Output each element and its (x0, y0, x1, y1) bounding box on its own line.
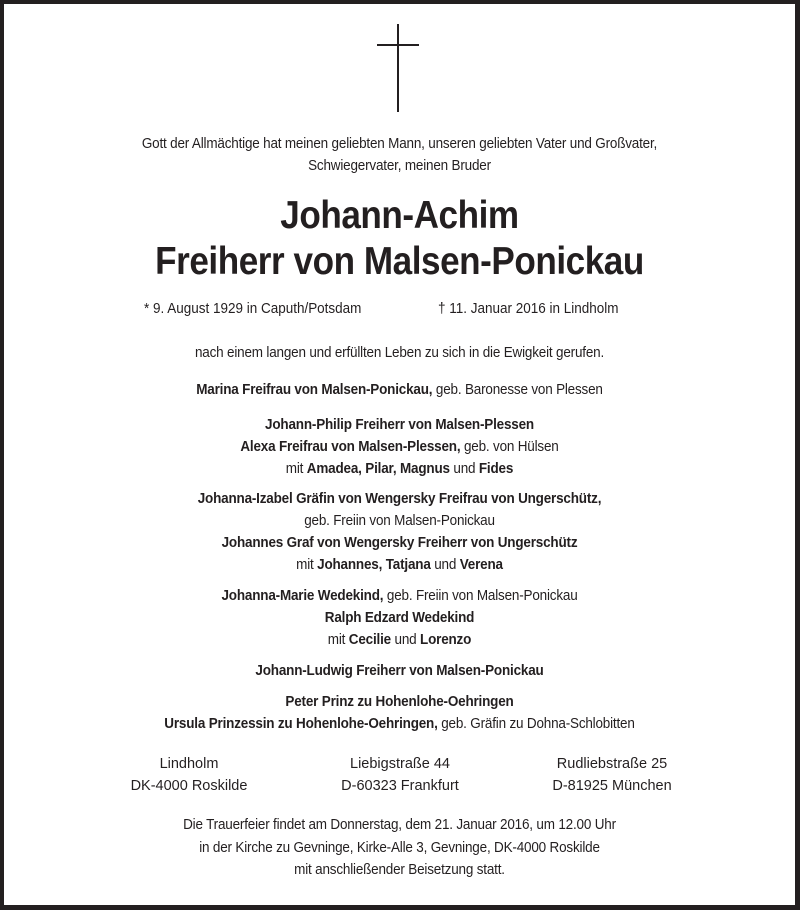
address-line-2: D-81925 München (552, 778, 672, 794)
intro-line-2: Schwiegervater, meinen Bruder (308, 158, 491, 174)
death-date: † 11. Januar 2016 in Lindholm (438, 301, 619, 317)
family5-spouse-name: Ursula Prinzessin zu Hohenlohe-Oehringen, (164, 716, 438, 732)
family5-spouse-note: geb. Gräfin zu Dohna-Schlobitten (437, 716, 635, 732)
address-lindholm (99, 753, 279, 797)
address-line-2: DK-4000 Roskilde (130, 778, 248, 794)
family3-line-1 (32, 588, 768, 604)
obituary-notice (4, 4, 795, 905)
children-prefix: mit (296, 557, 318, 573)
funeral-line-3: mit anschließender Beisetzung statt. (294, 862, 505, 878)
family2-line-3: Johannes Graf von Wengersky Freiherr von Ungerschütz (221, 535, 578, 551)
family4-line-1: Johann-Ludwig Freiherr von Malsen-Ponickau (255, 663, 544, 679)
child-name: Amadea, (306, 461, 362, 477)
address-line-1: Lindholm (159, 756, 219, 772)
family1-spouse-name: Alexa Freifrau von Malsen-Plessen, (240, 439, 461, 455)
family3-note: geb. Freiin von Malsen-Ponickau (383, 588, 578, 604)
address-line-1: Rudliebstraße 25 (556, 756, 668, 772)
message-line: nach einem langen und erfüllten Leben zu sich in die Ewigkeit gerufen. (194, 345, 605, 361)
cross-horizontal-bar (377, 44, 419, 46)
address-line-2: D-60323 Frankfurt (341, 778, 459, 794)
family5-line-2 (32, 716, 768, 732)
widow-note: geb. Baronesse von Plessen (432, 382, 603, 398)
children-prefix: mit (285, 461, 307, 477)
birth-date: * 9. August 1929 in Caputh/Potsdam (144, 301, 362, 317)
family3-children (32, 632, 768, 648)
child-name: Pilar, (365, 461, 397, 477)
family2-children (32, 557, 768, 573)
family1-children (32, 461, 768, 477)
children-join: und (449, 461, 479, 477)
mourner-widow (32, 382, 768, 398)
child-name: Verena (459, 557, 503, 573)
children-prefix: mit (327, 632, 349, 648)
family3-line-2: Ralph Edzard Wedekind (324, 610, 475, 626)
life-dates (4, 301, 795, 321)
intro-line-1: Gott der Allmächtige hat meinen geliebten Mann, unseren geliebten Vater und Großvater, (141, 136, 658, 152)
child-name: Magnus (399, 461, 450, 477)
child-name: Fides (478, 461, 514, 477)
cross-icon (4, 4, 800, 134)
family1-line-1: Johann-Philip Freiherr von Malsen-Plessen (265, 417, 534, 433)
child-name: Tatjana (385, 557, 431, 573)
family1-line-2 (32, 439, 768, 455)
widow-name: Marina Freifrau von Malsen-Ponickau, (196, 382, 433, 398)
child-name: Lorenzo (420, 632, 472, 648)
children-join: und (430, 557, 460, 573)
children-join: und (390, 632, 421, 648)
child-name: Johannes, (317, 557, 383, 573)
family2-line-1: Johanna-Izabel Gräfin von Wengersky Freifrau von Ungerschütz, (197, 491, 602, 507)
address-frankfurt (310, 753, 490, 797)
funeral-line-1: Die Trauerfeier findet am Donnerstag, dem 21. Januar 2016, um 12.00 Uhr (183, 817, 616, 833)
family3-name: Johanna-Marie Wedekind, (221, 588, 384, 604)
child-name: Cecilie (348, 632, 391, 648)
deceased-name-line-2: Freiherr von Malsen-Ponickau (155, 240, 644, 283)
family1-spouse-note: geb. von Hülsen (460, 439, 559, 455)
deceased-name-line-1: Johann-Achim (280, 194, 519, 237)
family2-line-2: geb. Freiin von Malsen-Ponickau (304, 513, 495, 529)
family5-line-1: Peter Prinz zu Hohenlohe-Oehringen (285, 694, 514, 710)
address-muenchen (522, 753, 702, 797)
cross-vertical-bar (397, 24, 399, 112)
address-line-1: Liebigstraße 44 (350, 756, 450, 772)
funeral-line-2: in der Kirche zu Gevninge, Kirke-Alle 3, Gevninge, DK-4000 Roskilde (199, 840, 600, 856)
